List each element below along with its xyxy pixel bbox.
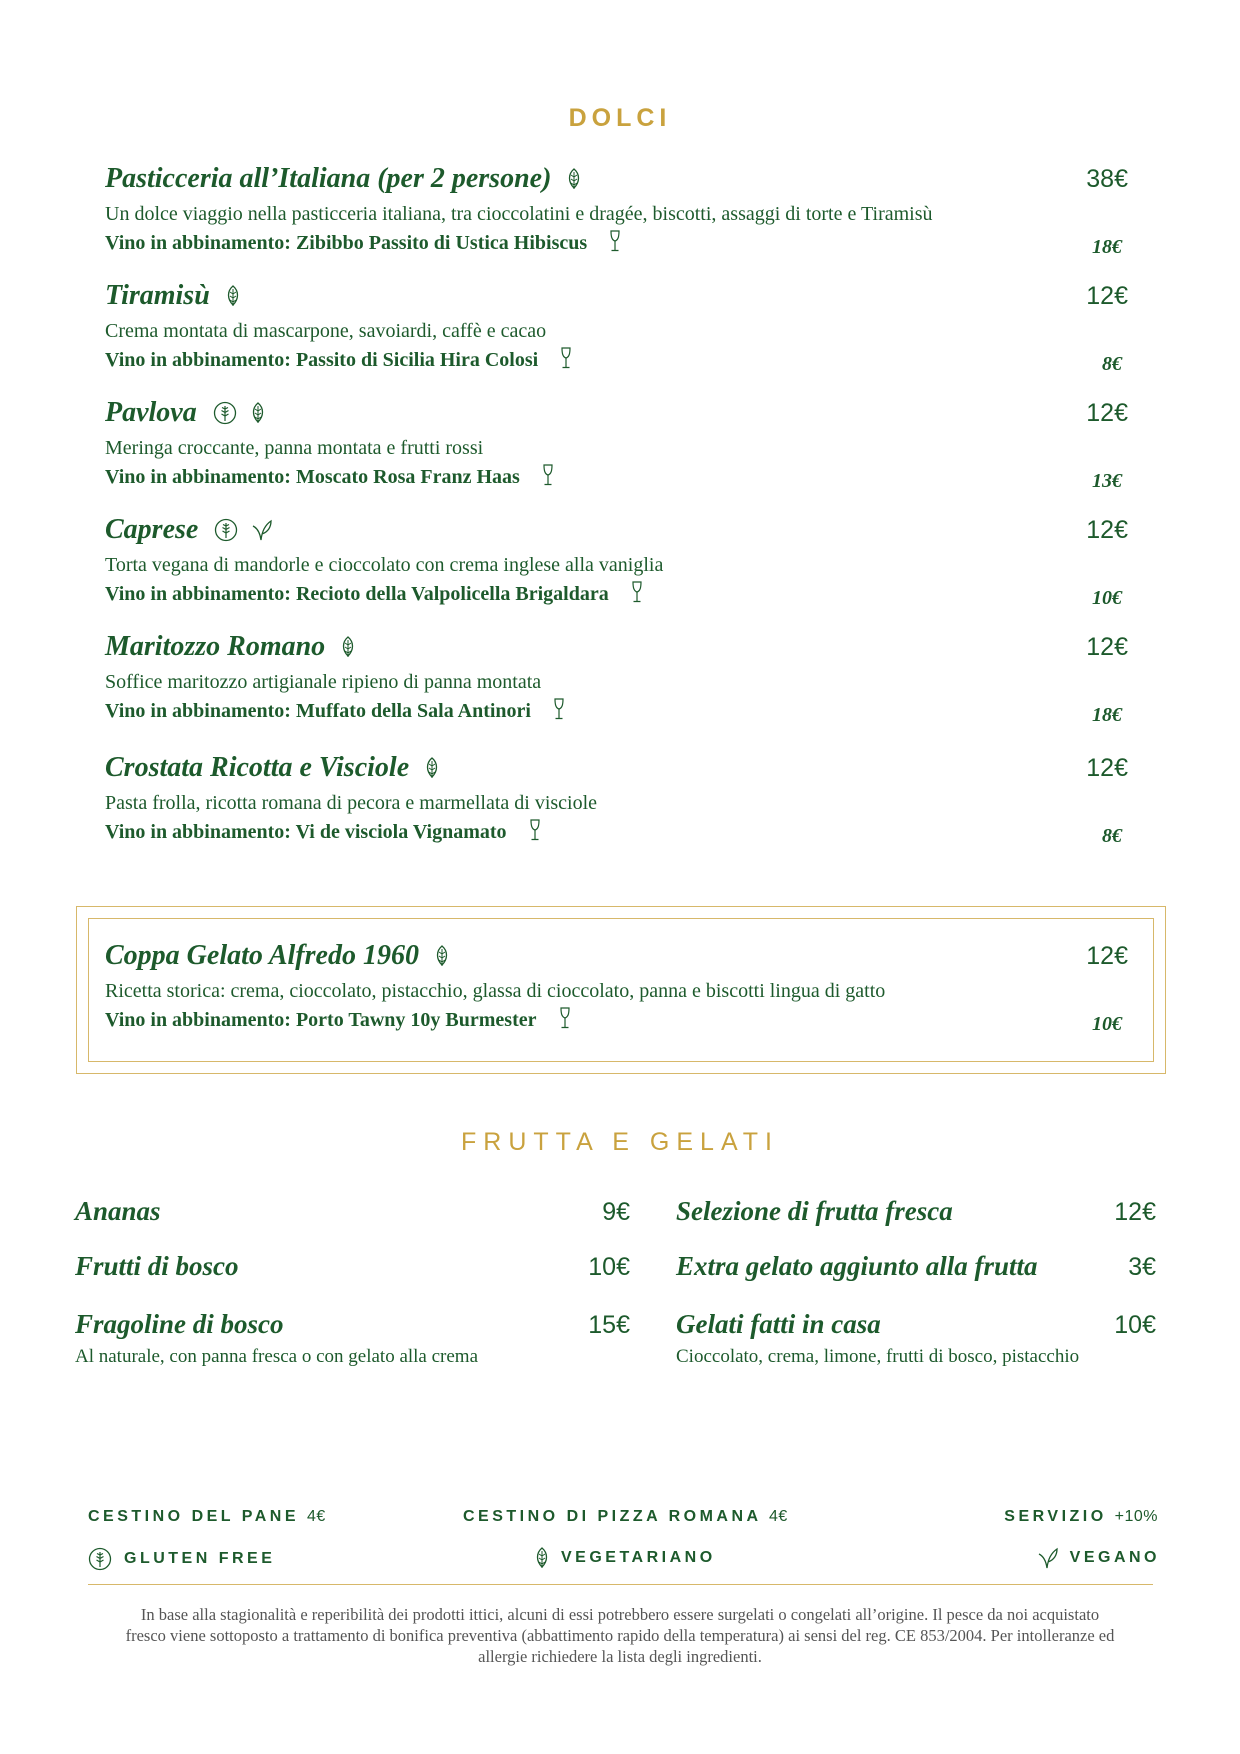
- vegan-icon: [1038, 1547, 1058, 1569]
- gluten-free-icon: [213, 401, 237, 425]
- dish-description: Torta vegana di mandorle e cioccolato con crema inglese alla vaniglia: [105, 554, 664, 576]
- dish-price: 12€: [1086, 282, 1128, 310]
- disclaimer-text: In base alla stagionalità e reperibilità dei prodotti ittici, alcuni di essi potrebbero essere surgelati o congelati all’origine. Il pesce da noi acquistato fresco viene sottoposto a trattamento di bonifica preventiva (abbattimento rapido della temperatura) ai sensi del reg. CE 853/2004. Per intolleranze ed allergie richiedere la lista degli ingredienti.: [125, 1605, 1115, 1666]
- fruit-description: Al naturale, con panna fresca o con gelato alla crema: [75, 1346, 479, 1367]
- dish-name: Coppa Gelato Alfredo 1960: [105, 940, 419, 971]
- dish-name: Crostata Ricotta e Visciole: [105, 752, 410, 783]
- dish-name: Pavlova: [105, 397, 197, 428]
- dish-price: 38€: [1086, 165, 1128, 193]
- dish-price: 12€: [1086, 399, 1128, 427]
- fruit-name: Frutti di bosco: [75, 1251, 239, 1281]
- dish-name: Caprese: [105, 514, 199, 545]
- fruit-item: [75, 1251, 630, 1282]
- fruit-name: Selezione di frutta fresca: [676, 1196, 953, 1226]
- fruit-price: 10€: [1114, 1311, 1156, 1339]
- wine-glass-icon: [560, 347, 572, 369]
- fruit-item: [676, 1196, 1156, 1227]
- menu-item: [105, 163, 1128, 262]
- legend-vegan-label: VEGANO: [1069, 1549, 1160, 1567]
- bread-basket-price: 4€: [306, 1508, 326, 1525]
- bread-basket-label: CESTINO DEL PANE: [88, 1508, 299, 1525]
- wine-pairing: Vino in abbinamento: Muffato della Sala Antinori: [105, 700, 531, 722]
- dish-description: Un dolce viaggio nella pasticceria italiana, tra cioccolatini e dragée, biscotti, assaggi di torte e Tiramisù: [105, 203, 933, 225]
- fruit-price: 15€: [588, 1311, 630, 1339]
- wine-pairing: Vino in abbinamento: Zibibbo Passito di Ustica Hibiscus: [105, 232, 588, 254]
- wine-glass-icon: [631, 581, 643, 603]
- dish-name: Tiramisù: [105, 280, 210, 311]
- fruit-name: Fragoline di bosco: [75, 1309, 284, 1339]
- dish-description: Crema montata di mascarpone, savoiardi, caffè e cacao: [105, 320, 547, 342]
- featured-item: [105, 940, 1128, 1039]
- dish-price: 12€: [1086, 516, 1128, 544]
- wine-glass-icon: [529, 819, 541, 841]
- dish-description: Soffice maritozzo artigianale ripieno di panna montata: [105, 671, 542, 693]
- wine-pairing: Vino in abbinamento: Passito di Sicilia Hira Colosi: [105, 349, 539, 371]
- section-title-dolci: DOLCI: [568, 104, 672, 132]
- gluten-free-icon: [88, 1547, 112, 1571]
- dish-name: Pasticceria all’Italiana (per 2 persone): [105, 163, 552, 194]
- fruit-item: [676, 1309, 1156, 1368]
- legend-vegan: [1038, 1547, 1160, 1569]
- gluten-free-icon: [214, 518, 238, 542]
- pizza-basket-price: 4€: [768, 1508, 788, 1525]
- fruit-name: Gelati fatti in casa: [676, 1309, 881, 1339]
- vegetarian-icon: [425, 757, 439, 779]
- dish-price: 12€: [1086, 633, 1128, 661]
- pizza-basket-label: CESTINO DI PIZZA ROMANA: [463, 1508, 761, 1525]
- menu-item: [105, 514, 1128, 613]
- vegetarian-icon: [435, 945, 449, 967]
- wine-price: 8€: [1102, 353, 1122, 375]
- dish-description: Meringa croccante, panna montata e frutti rossi: [105, 437, 484, 459]
- wine-pairing: Vino in abbinamento: Vi de visciola Vignamato: [105, 821, 507, 843]
- wine-pairing: Vino in abbinamento: Recioto della Valpolicella Brigaldara: [105, 583, 609, 605]
- menu-item: [105, 631, 1128, 730]
- dish-description: Pasta frolla, ricotta romana di pecora e marmellata di visciole: [105, 792, 598, 814]
- fruit-price: 10€: [588, 1253, 630, 1281]
- fruit-price: 9€: [602, 1198, 630, 1226]
- menu-item: [105, 397, 1128, 496]
- wine-price: 13€: [1092, 470, 1122, 492]
- dish-price: 12€: [1086, 754, 1128, 782]
- wine-glass-icon: [559, 1007, 571, 1029]
- service-label: SERVIZIO: [1004, 1508, 1107, 1525]
- legend-gluten-free: [88, 1547, 275, 1571]
- vegetarian-icon: [251, 402, 265, 424]
- vegetarian-icon: [341, 636, 355, 658]
- wine-pairing: Vino in abbinamento: Porto Tawny 10y Burmester: [105, 1009, 537, 1031]
- fruit-name: Ananas: [75, 1196, 161, 1226]
- wine-price: 18€: [1092, 704, 1122, 726]
- vegetarian-icon: [567, 168, 581, 190]
- vegetarian-icon: [535, 1547, 549, 1569]
- vegetarian-icon: [226, 285, 240, 307]
- legend-vegetarian-label: VEGETARIANO: [561, 1549, 716, 1567]
- fruit-price: 3€: [1128, 1253, 1156, 1281]
- service-percent: +10%: [1114, 1508, 1158, 1525]
- fruit-description: Cioccolato, crema, limone, frutti di bosco, pistacchio: [676, 1346, 1080, 1367]
- menu-item: [105, 280, 1128, 379]
- wine-pairing: Vino in abbinamento: Moscato Rosa Franz Haas: [105, 466, 520, 488]
- legend-gluten-free-label: GLUTEN FREE: [124, 1550, 276, 1568]
- legend-vegetarian: [535, 1547, 716, 1569]
- fruit-item: [75, 1196, 630, 1227]
- dish-price: 12€: [1086, 942, 1128, 970]
- fruit-item: [75, 1309, 630, 1368]
- wine-price: 18€: [1092, 236, 1122, 258]
- service-charge-note: [1004, 1508, 1158, 1526]
- menu-item: [105, 752, 1128, 851]
- dish-name: Maritozzo Romano: [105, 631, 326, 662]
- dish-description: Ricetta storica: crema, cioccolato, pistacchio, glassa di cioccolato, panna e biscotti lingua di gatto: [105, 980, 886, 1002]
- vegan-icon: [252, 519, 272, 541]
- wine-glass-icon: [609, 230, 621, 252]
- fruit-item: [676, 1251, 1156, 1282]
- fruit-name: Extra gelato aggiunto alla frutta: [676, 1251, 1038, 1281]
- bread-basket-note: [88, 1508, 326, 1526]
- pizza-basket-note: [463, 1508, 788, 1526]
- wine-glass-icon: [553, 698, 565, 720]
- fruit-price: 12€: [1114, 1198, 1156, 1226]
- section-title-frutta-gelati: FRUTTA E GELATI: [461, 1128, 779, 1156]
- wine-price: 8€: [1102, 825, 1122, 847]
- wine-glass-icon: [542, 464, 554, 486]
- wine-price: 10€: [1092, 1013, 1122, 1035]
- wine-price: 10€: [1092, 587, 1122, 609]
- footer-divider: [88, 1584, 1153, 1585]
